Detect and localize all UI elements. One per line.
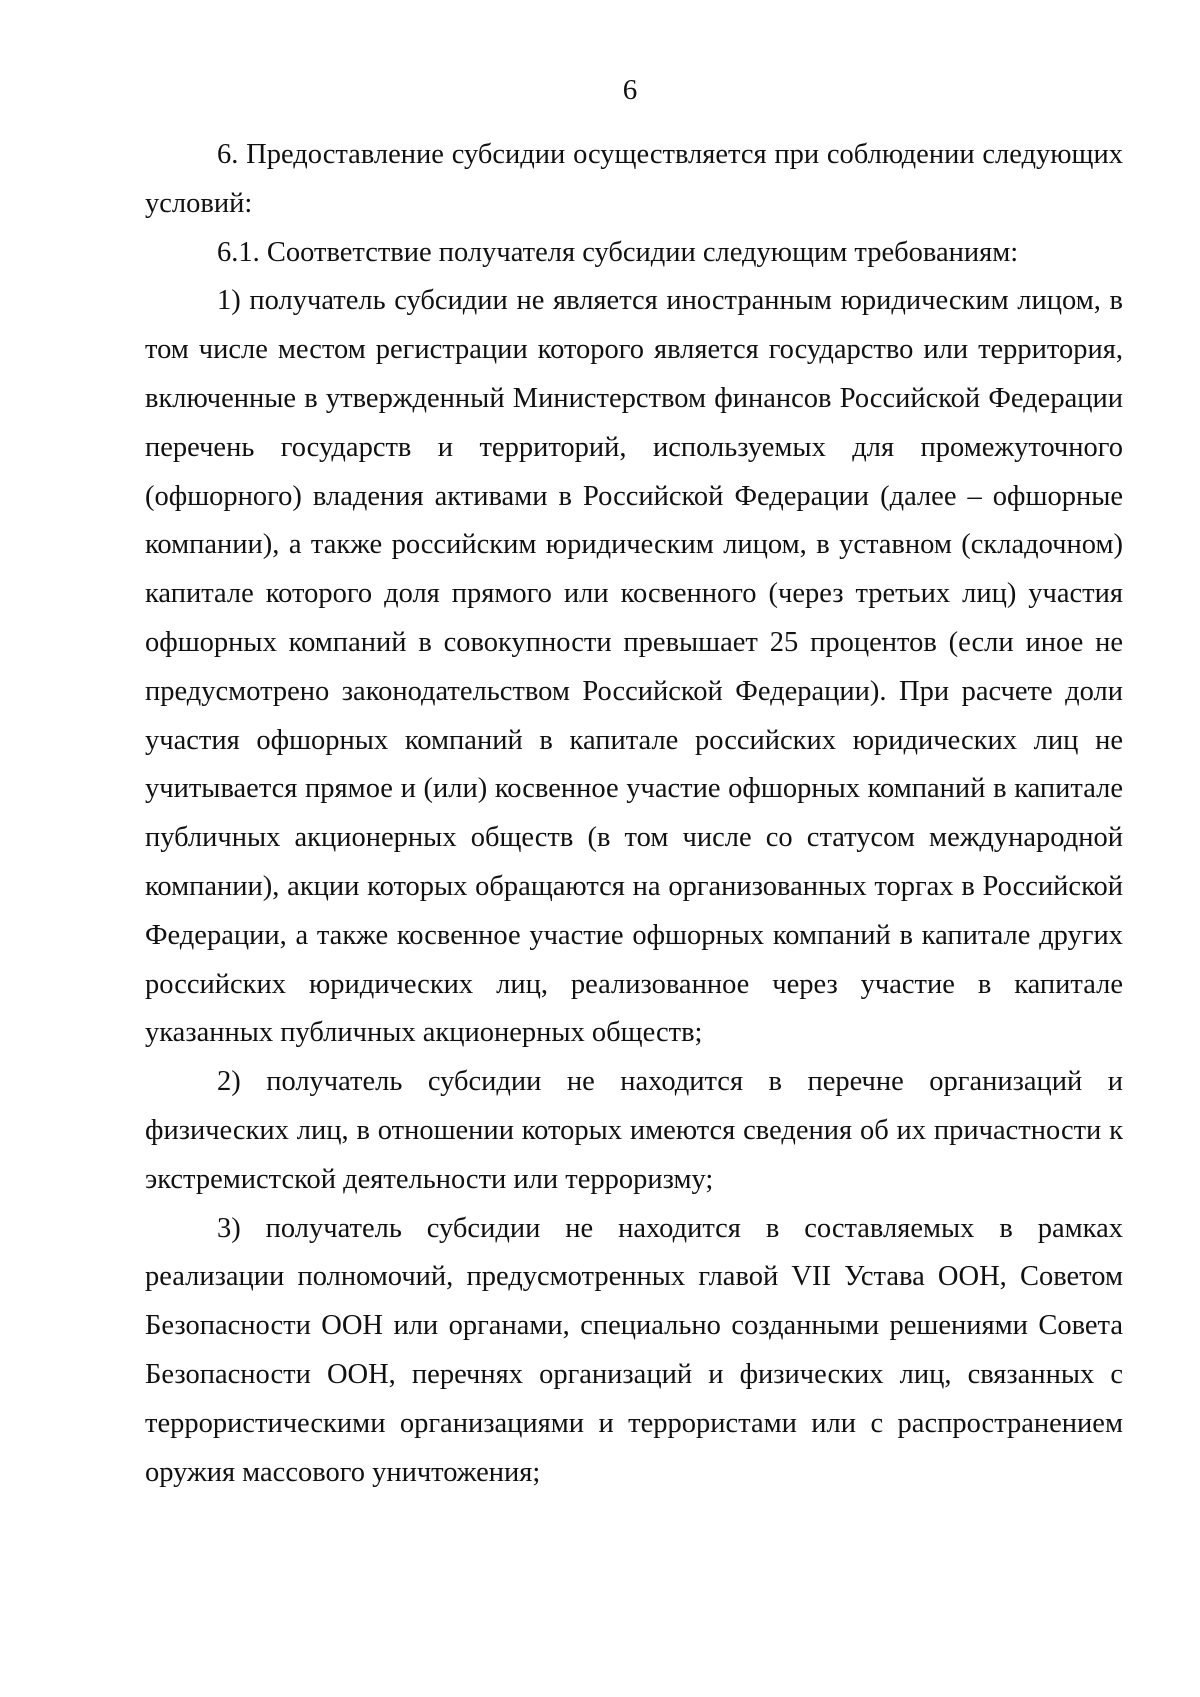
paragraph-6: 6. Предоставление субсидии осуществляется при соблюдении следующих условий:: [145, 139, 1123, 219]
paragraph-item-2: 2) получатель субсидии не находится в перечне организаций и физических лиц, в отношении которых имеются сведения об их причастности к экстремистской деятельности или терроризму;: [145, 1066, 1123, 1195]
page-number: 6: [622, 74, 638, 106]
paragraph-6-1: 6.1. Соответствие получателя субсидии следующим требованиям:: [217, 236, 1019, 268]
paragraph-item-3: 3) получатель субсидии не находится в составляемых в рамках реализации полномочий, предусмотренных главой VII Устава ООН, Советом Безопасности ООН или органами, специально созданными решениями Совета Безопасности ООН, перечнях организаций и физических лиц, связанных с террористическими организациями и террористами или с распространением оружия массового уничтожения;: [145, 1212, 1123, 1488]
document-body: [145, 131, 1123, 1497]
paragraph-item-1: 1) получатель субсидии не является иностранным юридическим лицом, в том числе местом регистрации которого является государство или территория, включенные в утвержденный Министерством финансов Российской Федерации перечень государств и территорий, используемых для промежуточного (офшорного) владения активами в Российской Федерации (далее – офшорные компании), а также российским юридическим лицом, в уставном (складочном) капитале которого доля прямого или косвенного (через третьих лиц) участия офшорных компаний в совокупности превышает 25 процентов (если иное не предусмотрено законодательством Российской Федерации). При расчете доли участия офшорных компаний в капитале российских юридических лиц не учитывается прямое и (или) косвенное участие офшорных компаний в капитале публичных акционерных обществ (в том числе со статусом международной компании), акции которых обращаются на организованных торгах в Российской Федерации, а также косвенное участие офшорных компаний в капитале других российских юридических лиц, реализованное через участие в капитале указанных публичных акционерных обществ;: [145, 285, 1123, 1049]
